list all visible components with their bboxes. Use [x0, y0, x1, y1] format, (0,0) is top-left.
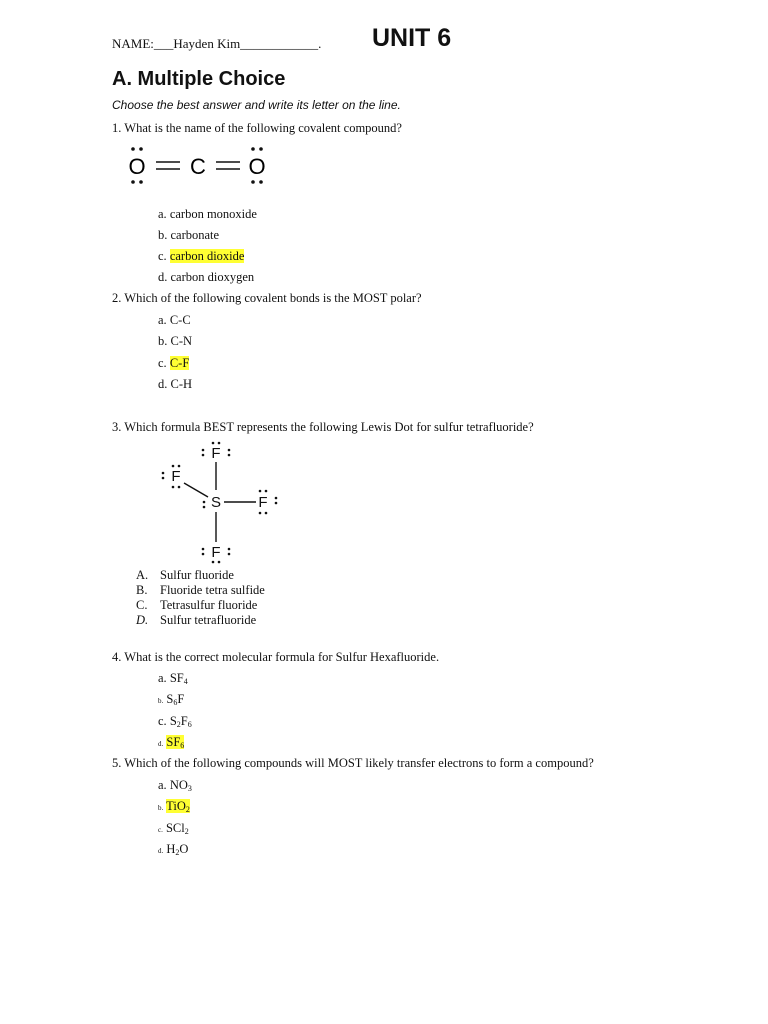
q2-option-d: [158, 377, 192, 392]
option-letter: a.: [158, 671, 167, 685]
subscript: 6: [173, 698, 178, 707]
atom-o-left: O: [128, 154, 146, 179]
option-letter: c.: [158, 714, 167, 728]
lone-pair-dot: [139, 180, 143, 184]
atom-f-top: F: [211, 445, 221, 462]
option-text-highlighted: carbon dioxide: [169, 249, 245, 263]
q1-option-b: [158, 228, 219, 243]
atom-f-bottom: F: [211, 544, 221, 561]
option-text: C-H: [170, 377, 193, 391]
student-name: ___Hayden Kim____________.: [153, 36, 322, 51]
formula: NO: [169, 778, 188, 792]
subscript: 4: [183, 677, 188, 686]
q5-option-a: [158, 778, 192, 793]
atom-s: S: [210, 494, 222, 511]
q2-option-a: [158, 313, 191, 328]
option-text-highlighted: [166, 799, 190, 813]
q4-option-b: [158, 692, 184, 707]
option-letter: b.: [158, 697, 164, 705]
lone-pair-dot: [259, 180, 263, 184]
q5-option-d: [158, 842, 188, 857]
subscript: 6: [187, 720, 192, 729]
bond-line: [184, 483, 208, 497]
formula: H: [166, 842, 176, 856]
q1-option-a: [158, 207, 257, 222]
formula: SF: [166, 735, 181, 749]
subscript: 2: [175, 848, 180, 857]
formula-tail: O: [179, 842, 189, 856]
unit-title: UNIT 6: [372, 24, 452, 52]
q1-prompt: 1. What is the name of the following covalent compound?: [112, 121, 402, 135]
name-label: NAME:: [112, 36, 154, 51]
option-letter: d.: [158, 270, 168, 284]
q4-prompt: 4. What is the correct molecular formula for Sulfur Hexafluoride.: [112, 650, 440, 664]
option-letter: d.: [158, 847, 164, 855]
subscript: 3: [187, 784, 192, 793]
q1-option-c: [158, 249, 244, 264]
option-letter: B.: [136, 583, 148, 597]
instructions: Choose the best answer and write its letter on the line.: [112, 98, 401, 112]
q2-prompt: 2. Which of the following covalent bonds is the MOST polar?: [112, 291, 422, 305]
option-letter: D.: [136, 613, 149, 627]
formula: S: [166, 692, 174, 706]
option-letter: a.: [158, 207, 167, 221]
lone-pair-dot: [139, 147, 143, 151]
option-letter: c.: [158, 826, 163, 834]
option-text: carbon dioxygen: [170, 270, 255, 284]
option-letter: a.: [158, 313, 167, 327]
q5-option-c: [158, 821, 189, 836]
subscript: 2: [185, 805, 190, 814]
lone-pair-dot: [251, 180, 255, 184]
q4-option-a: [158, 671, 188, 686]
option-letter: b.: [158, 228, 168, 242]
q5-prompt: 5. Which of the following compounds will MOST likely transfer electrons to form a compound?: [112, 756, 594, 770]
option-text: carbonate: [170, 228, 220, 242]
option-text: C-C: [169, 313, 191, 327]
option-text-highlighted: [166, 735, 184, 749]
lone-pair-dot: [131, 147, 135, 151]
option-text: Sulfur fluoride: [160, 568, 234, 582]
subscript: 6: [180, 741, 185, 750]
option-letter: C.: [136, 598, 148, 612]
option-letter: b.: [158, 334, 168, 348]
q4-option-d: [158, 735, 184, 750]
sf4-lewis-structure: [150, 438, 290, 568]
atom-o-right: O: [248, 154, 266, 179]
q2-option-c: [158, 356, 189, 371]
co2-lewis-structure: [120, 140, 280, 192]
lone-pair-dot: [131, 180, 135, 184]
option-letter: c.: [158, 249, 167, 263]
section-title: A. Multiple Choice: [112, 68, 286, 90]
lone-pair-dot: [259, 147, 263, 151]
option-text-highlighted: Sulfur tetrafluoride: [160, 613, 257, 627]
option-text-highlighted: C-F: [169, 356, 190, 370]
q3-prompt: 3. Which formula BEST represents the following Lewis Dot for sulfur tetrafluoride?: [112, 420, 534, 434]
formula: SF: [169, 671, 184, 685]
atom-f-right: F: [258, 494, 268, 511]
atom-c: C: [190, 154, 206, 179]
option-letter: a.: [158, 778, 167, 792]
formula: TiO: [166, 799, 186, 813]
option-text: C-N: [170, 334, 193, 348]
q2-option-b: [158, 334, 192, 349]
name-line: [112, 36, 321, 52]
lone-pair-dot: [251, 147, 255, 151]
formula-tail: F: [177, 692, 185, 706]
q5-option-b: [158, 799, 190, 814]
formula-tail: F: [180, 714, 188, 728]
option-letter: d.: [158, 377, 168, 391]
formula: SCl: [165, 821, 185, 835]
option-letter: b.: [158, 804, 164, 812]
q1-option-d: [158, 270, 254, 285]
subscript: 2: [176, 720, 181, 729]
option-letter: A.: [136, 568, 149, 582]
q3-options: [136, 568, 336, 632]
option-text: carbon monoxide: [169, 207, 257, 221]
option-text: Tetrasulfur fluoride: [160, 598, 258, 612]
option-letter: d.: [158, 740, 164, 748]
option-text: Fluoride tetra sulfide: [160, 583, 265, 597]
subscript: 2: [184, 827, 189, 836]
formula: S: [169, 714, 177, 728]
option-letter: c.: [158, 356, 167, 370]
atom-f-left: F: [171, 468, 181, 485]
q4-option-c: [158, 714, 192, 729]
